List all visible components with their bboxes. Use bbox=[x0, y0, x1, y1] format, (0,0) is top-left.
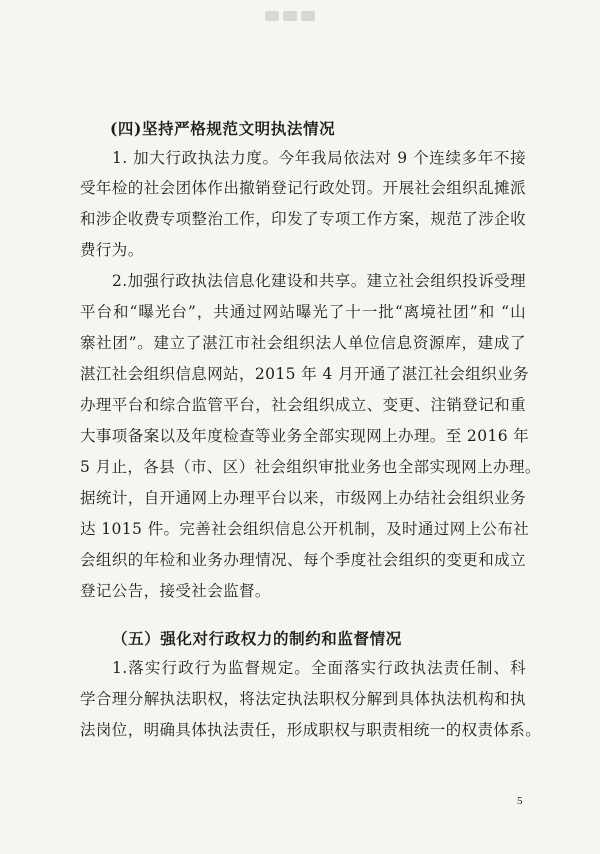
paragraph-line: 1.落实行政行为监督规定。全面落实行政执法责任制、科 bbox=[112, 659, 526, 677]
paragraph-line: 据统计，自开通网上办理平台以来，市级网上办结社会组织业务 bbox=[80, 489, 526, 507]
paragraph-line: 法岗位，明确具体执法责任，形成职权与职责相统一的权责体系。 bbox=[80, 721, 542, 739]
paragraph-line: 5 月止，各县（市、区）社会组织审批业务也全部实现网上办理。 bbox=[80, 458, 541, 476]
paragraph-line: 受年检的社会团体作出撤销登记行政处罚。开展社会组织乱摊派 bbox=[80, 179, 526, 197]
paragraph-line: 湛江社会组织信息网站，2015 年 4 月开通了湛江社会组织业务 bbox=[80, 365, 529, 383]
paragraph-line: 学合理分解执法职权，将法定执法职权分解到具体执法机构和执 bbox=[80, 690, 526, 708]
paragraph-line: 大事项备案以及年度检查等业务全部实现网上办理。至 2016 年 bbox=[80, 427, 530, 445]
paragraph-line: 1. 加大行政执法力度。今年我局依法对 9 个连续多年不接 bbox=[112, 149, 526, 167]
paragraph-line: 达 1015 件。完善社会组织信息公开机制，及时通过网上公布社 bbox=[80, 520, 530, 538]
paragraph-line: 登记公告，接受社会监督。 bbox=[80, 582, 271, 600]
section-heading-5: （五）强化对行政权力的制约和监督情况 bbox=[112, 629, 402, 648]
paragraph-line: 费行为。 bbox=[80, 241, 144, 259]
paragraph-line: 和涉企收费专项整治工作，印发了专项工作方案，规范了涉企收 bbox=[80, 210, 526, 228]
paragraph-line: 会组织的年检和业务办理情况、每个季度社会组织的变更和成立 bbox=[80, 551, 526, 569]
bleed-through-marks bbox=[265, 6, 345, 24]
section-heading-4: (四)坚持严格规范文明执法情况 bbox=[110, 119, 336, 138]
paragraph-line: 寨社团”。建立了湛江市社会组织法人单位信息资源库，建成了 bbox=[80, 334, 526, 352]
page-number: 5 bbox=[517, 795, 523, 807]
paragraph-line: 平台和“曝光台”，共通过网站曝光了十一批“离境社团”和 “山 bbox=[80, 303, 526, 321]
paragraph-line: 办理平台和综合监管平台，社会组织成立、变更、注销登记和重 bbox=[80, 396, 526, 414]
paragraph-line: 2.加强行政执法信息化建设和共享。建立社会组织投诉受理 bbox=[112, 272, 526, 290]
